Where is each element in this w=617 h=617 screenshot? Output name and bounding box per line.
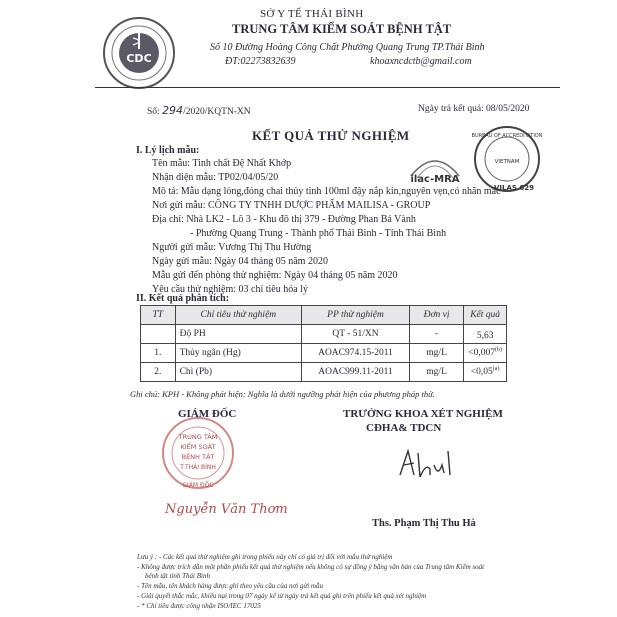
seal-text: BUREAU OF ACCREDITATION	[471, 133, 543, 139]
row-result-value: 5,63	[476, 331, 494, 342]
sample-id: Nhận diện mẫu: TP02/04/05/20	[152, 172, 279, 183]
head-signature	[396, 445, 466, 485]
row-method: AOAC974.15-2011	[302, 344, 410, 363]
date-lab: Mẫu gửi đến phòng thử nghiệm: Ngày 04 tháng 05 năm 2020	[152, 270, 398, 281]
ilac-mra-logo	[407, 148, 463, 188]
director-signature-text: Nguyễn Văn Thơm	[165, 502, 288, 517]
footer-line-5: - Giải quyết thắc mắc, khiếu nại trong 07 ngày kể từ ngày trả kết quả ghi trên phiếu kết quả xét nghiệm	[137, 592, 427, 600]
header-criterion: Chỉ tiêu thử nghiệm	[175, 306, 302, 325]
sender-address-1: Địa chỉ: Nhà LK2 - Lô 3 - Khu đô thị 379 - Đường Phan Bá Vành	[152, 214, 416, 225]
header-method: PP thử nghiệm	[302, 306, 410, 325]
table-header-row	[141, 306, 507, 325]
center-phone: ĐT:02273832639	[225, 56, 296, 67]
section-sample-title: I. Lý lịch mẫu:	[136, 145, 200, 156]
section-results-title: II. Kết quả phân tích:	[136, 293, 230, 304]
sender-org: Nơi gửi mẫu: CÔNG TY TNHH DƯỢC PHẨM MAILISA - GROUP	[152, 200, 431, 211]
row-criterion: Thủy ngân (Hg)	[175, 344, 302, 363]
row-tt	[141, 325, 176, 344]
doc-number-suffix: /2020/KQTN-XN	[183, 107, 251, 117]
head-name: Ths. Phạm Thị Thu Hà	[372, 518, 476, 529]
logo-text: CDC	[126, 52, 152, 65]
test-request: Yêu cầu thử nghiệm: 03 chỉ tiêu hóa lý	[152, 284, 308, 295]
footer-line-6: - * Chỉ tiêu được công nhận ISO/IEC 17025	[137, 602, 261, 610]
row-tt: 1.	[141, 344, 176, 363]
head-title-1: TRƯỞNG KHOA XÉT NGHIỆM	[343, 408, 503, 420]
table-row	[141, 325, 507, 344]
sender-address-2: - Phường Quang Trung - Thành phố Thái Bình - Tỉnh Thái Bình	[190, 228, 447, 239]
row-result	[464, 344, 507, 363]
doc-title: KẾT QUẢ THỬ NGHIỆM	[252, 128, 410, 143]
vilas-number: VILAS 629	[494, 184, 534, 192]
row-result-sup: (a)	[492, 366, 500, 373]
row-method: QT - 51/XN	[302, 325, 410, 344]
row-result-sup: (b)	[495, 347, 502, 354]
sender-person: Người gửi mẫu: Vương Thị Thu Hường	[152, 242, 312, 253]
row-unit: -	[409, 325, 463, 344]
date-sent: Ngày gửi mẫu: Ngày 04 tháng 05 năm 2020	[152, 256, 328, 267]
stamp-label: GIÁM ĐỐC	[182, 482, 214, 489]
stamp-line-1: TRUNG TÂM	[178, 433, 218, 441]
header-tt: TT	[141, 306, 176, 325]
header-result: Kết quả	[464, 306, 507, 325]
row-criterion: Chì (Pb)	[175, 363, 302, 382]
result-date: Ngày trả kết quả: 08/05/2020	[418, 104, 530, 114]
footer-line-2: - Không được trích dẫn một phần phiếu kết quả thử nghiệm nếu không có sự đồng ý bằng văn bản của Trung tâm Kiểm soát	[137, 563, 485, 571]
center-name: TRUNG TÂM KIỂM SOÁT BỆNH TẬT	[232, 22, 452, 36]
row-result	[464, 363, 507, 382]
row-criterion: Độ PH	[175, 325, 302, 344]
center-address: Số 10 Đường Hoàng Công Chất Phường Quang Trung TP.Thái Bình	[210, 42, 485, 53]
row-method: AOAC999.11-2011	[302, 363, 410, 382]
table-row	[141, 363, 507, 382]
table-row	[141, 344, 507, 363]
row-unit: mg/L	[409, 344, 463, 363]
results-note: Ghi chú: KPH - Không phát hiện: Nghĩa là dưới ngưỡng phát hiện của phương pháp thử.	[130, 389, 435, 399]
row-tt: 2.	[141, 363, 176, 382]
row-result-value: <0,007	[468, 348, 495, 359]
footer-line-3: bệnh tật tỉnh Thái Bình	[145, 572, 210, 580]
row-result	[464, 325, 507, 344]
stamp-line-4: T.THÁI BÌNH	[180, 464, 216, 471]
row-result-value: <0,05	[470, 367, 493, 378]
doc-number	[147, 104, 251, 117]
cdc-logo	[102, 16, 176, 90]
footer-line-1: Lưu ý : - Các kết quả thử nghiệm ghi trong phiếu này chỉ có giá trị đối với mẫu thử nghiệm	[137, 553, 393, 561]
sample-description: Mô tả: Mẫu dạng lỏng,đóng chai thủy tinh 100ml đậy nắp kín,nguyên vẹn,có nhãn mác	[152, 186, 501, 197]
official-stamp	[160, 415, 236, 491]
center-email: khoaxncdctb@gmail.com	[370, 56, 472, 67]
doc-number-label: Số:	[147, 107, 160, 117]
ilac-text: ilac-MRA	[410, 174, 460, 185]
accreditation-seal	[472, 124, 542, 194]
sample-name: Tên mẫu: Tinh chất Đệ Nhất Khớp	[152, 158, 292, 169]
header-unit: Đơn vị	[409, 306, 463, 325]
stamp-line-2: KIỂM SOÁT	[180, 443, 216, 451]
director-title: GIÁM ĐỐC	[178, 408, 237, 420]
stamp-line-3: BỆNH TẬT	[181, 453, 215, 461]
ministry-name: SỞ Y TẾ THÁI BÌNH	[260, 8, 364, 20]
head-title-2: CĐHA& TDCN	[366, 422, 442, 434]
seal-country: VIETNAM	[494, 159, 520, 165]
doc-number-value: 294	[162, 104, 184, 117]
footer-line-4: - Tên mẫu, tên khách hàng được ghi theo yêu cầu của nơi gửi mẫu	[137, 582, 323, 590]
results-table	[140, 305, 507, 382]
header-divider	[95, 87, 560, 88]
row-unit: mg/L	[409, 363, 463, 382]
director-signature	[160, 485, 288, 525]
